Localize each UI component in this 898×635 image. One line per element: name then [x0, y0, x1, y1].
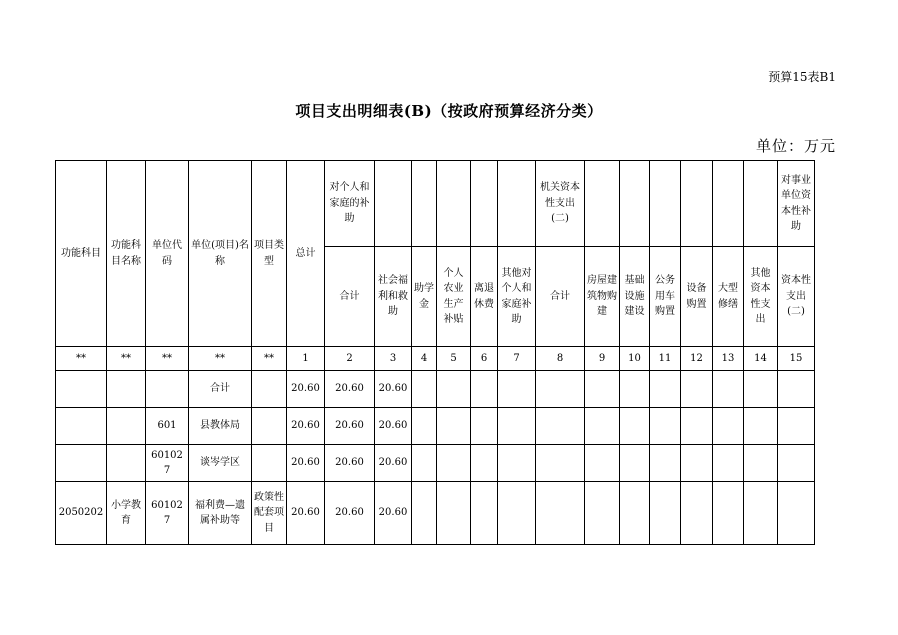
cell-c2: 20.60 [325, 408, 375, 445]
cell-empty [412, 445, 437, 482]
cell-empty [778, 445, 815, 482]
cell-unit-name: 合计 [189, 371, 252, 408]
cell-total: 20.60 [287, 408, 325, 445]
cell-empty [437, 482, 471, 545]
cell-empty [498, 408, 536, 445]
cell-total: 20.60 [287, 371, 325, 408]
cell-c2: 20.60 [325, 482, 375, 545]
index-cell: 10 [620, 347, 650, 371]
cell-unit-code [146, 371, 189, 408]
header-c4: 助学金 [412, 247, 437, 347]
cell-project-type [252, 371, 287, 408]
table-row [56, 408, 815, 445]
cell-total: 20.60 [287, 445, 325, 482]
index-cell: ** [107, 347, 146, 371]
cell-unit-name: 福利费—遗属补助等 [189, 482, 252, 545]
header-unit-code: 单位代码 [146, 161, 189, 347]
table-row [56, 445, 815, 482]
cell-empty [585, 482, 620, 545]
header-c9: 房屋建筑物购建 [585, 247, 620, 347]
index-cell: 12 [681, 347, 713, 371]
page-title: 项目支出明细表(B)（按政府预算经济分类） [295, 102, 603, 120]
index-cell: 3 [375, 347, 412, 371]
cell-unit-code: 601027 [146, 482, 189, 545]
table-row [56, 371, 815, 408]
cell-empty [585, 408, 620, 445]
index-cell: 7 [498, 347, 536, 371]
cell-empty [744, 445, 778, 482]
index-cell: 2 [325, 347, 375, 371]
index-cell: 8 [536, 347, 585, 371]
header-empty-cell [437, 161, 471, 247]
cell-empty [536, 445, 585, 482]
cell-empty [437, 371, 471, 408]
cell-empty [681, 408, 713, 445]
index-cell: 5 [437, 347, 471, 371]
cell-empty [536, 371, 585, 408]
header-empty-cell [375, 161, 412, 247]
index-cell: 13 [713, 347, 744, 371]
index-cell: 15 [778, 347, 815, 371]
cell-empty [412, 371, 437, 408]
cell-c3: 20.60 [375, 371, 412, 408]
header-unit-name: 单位(项目)名称 [189, 161, 252, 347]
index-cell: ** [252, 347, 287, 371]
cell-c3: 20.60 [375, 445, 412, 482]
cell-empty [681, 371, 713, 408]
header-empty-cell [498, 161, 536, 247]
index-cell: 11 [650, 347, 681, 371]
header-c5: 个人农业生产补贴 [437, 247, 471, 347]
header-c2: 合计 [325, 247, 375, 347]
cell-func-name [107, 408, 146, 445]
cell-c2: 20.60 [325, 371, 375, 408]
expenditure-table [55, 160, 815, 545]
cell-empty [498, 482, 536, 545]
cell-empty [412, 408, 437, 445]
cell-unit-code: 601 [146, 408, 189, 445]
index-row [56, 347, 815, 371]
cell-empty [778, 408, 815, 445]
cell-project-type: 政策性配套项目 [252, 482, 287, 545]
cell-empty [744, 371, 778, 408]
cell-unit-name: 谈岑学区 [189, 445, 252, 482]
header-personal-group: 对个人和家庭的补助 [325, 161, 375, 247]
cell-func-code [56, 371, 107, 408]
index-cell: 6 [471, 347, 498, 371]
header-c11: 公务用车购置 [650, 247, 681, 347]
header-func-name: 功能科目名称 [107, 161, 146, 347]
header-organ-group: 机关资本性支出(二) [536, 161, 585, 247]
index-cell: ** [56, 347, 107, 371]
index-cell: 1 [287, 347, 325, 371]
cell-empty [412, 482, 437, 545]
cell-total: 20.60 [287, 482, 325, 545]
unit-label: 单位：万元 [755, 137, 836, 155]
cell-empty [620, 408, 650, 445]
cell-project-type [252, 445, 287, 482]
cell-empty [713, 482, 744, 545]
header-c3: 社会福利和救助 [375, 247, 412, 347]
cell-unit-name: 县教体局 [189, 408, 252, 445]
header-c8: 合计 [536, 247, 585, 347]
header-c7: 其他对个人和家庭补助 [498, 247, 536, 347]
header-c10: 基础设施建设 [620, 247, 650, 347]
header-empty-cell [650, 161, 681, 247]
cell-empty [713, 408, 744, 445]
index-cell: 9 [585, 347, 620, 371]
cell-empty [650, 371, 681, 408]
index-cell: 4 [412, 347, 437, 371]
header-c13: 大型修缮 [713, 247, 744, 347]
cell-func-code: 2050202 [56, 482, 107, 545]
cell-c2: 20.60 [325, 445, 375, 482]
header-c12: 设备购置 [681, 247, 713, 347]
cell-c3: 20.60 [375, 408, 412, 445]
header-func-code: 功能科目 [56, 161, 107, 347]
cell-empty [744, 408, 778, 445]
header-institution-group: 对事业单位资本性补助 [778, 161, 815, 247]
header-empty-cell [744, 161, 778, 247]
header-empty-cell [620, 161, 650, 247]
cell-func-name: 小学教育 [107, 482, 146, 545]
header-row-group [56, 161, 815, 247]
header-empty-cell [681, 161, 713, 247]
header-empty-cell [471, 161, 498, 247]
header-empty-cell [585, 161, 620, 247]
header-empty-cell [713, 161, 744, 247]
cell-empty [437, 445, 471, 482]
cell-c3: 20.60 [375, 482, 412, 545]
table-code: 预算15表B1 [768, 70, 836, 84]
cell-empty [650, 408, 681, 445]
cell-empty [498, 371, 536, 408]
cell-empty [471, 371, 498, 408]
cell-empty [744, 482, 778, 545]
cell-empty [498, 445, 536, 482]
index-cell: ** [189, 347, 252, 371]
index-cell: ** [146, 347, 189, 371]
header-project-type: 项目类型 [252, 161, 287, 347]
cell-func-name [107, 371, 146, 408]
cell-empty [536, 408, 585, 445]
cell-empty [778, 482, 815, 545]
cell-empty [620, 482, 650, 545]
cell-empty [778, 371, 815, 408]
cell-empty [471, 445, 498, 482]
cell-func-name [107, 445, 146, 482]
cell-empty [620, 371, 650, 408]
cell-empty [681, 482, 713, 545]
cell-empty [620, 445, 650, 482]
cell-empty [471, 408, 498, 445]
cell-empty [437, 408, 471, 445]
cell-empty [650, 482, 681, 545]
cell-empty [471, 482, 498, 545]
header-c14: 其他资本性支出 [744, 247, 778, 347]
header-c6: 离退休费 [471, 247, 498, 347]
index-cell: 14 [744, 347, 778, 371]
cell-func-code [56, 408, 107, 445]
cell-empty [713, 445, 744, 482]
cell-empty [536, 482, 585, 545]
cell-unit-code: 601027 [146, 445, 189, 482]
table-row [56, 482, 815, 545]
cell-empty [713, 371, 744, 408]
cell-empty [681, 445, 713, 482]
cell-project-type [252, 408, 287, 445]
cell-empty [585, 371, 620, 408]
header-empty-cell [412, 161, 437, 247]
cell-empty [650, 445, 681, 482]
cell-func-code [56, 445, 107, 482]
header-total: 总计 [287, 161, 325, 347]
header-c15: 资本性支出(二) [778, 247, 815, 347]
cell-empty [585, 445, 620, 482]
